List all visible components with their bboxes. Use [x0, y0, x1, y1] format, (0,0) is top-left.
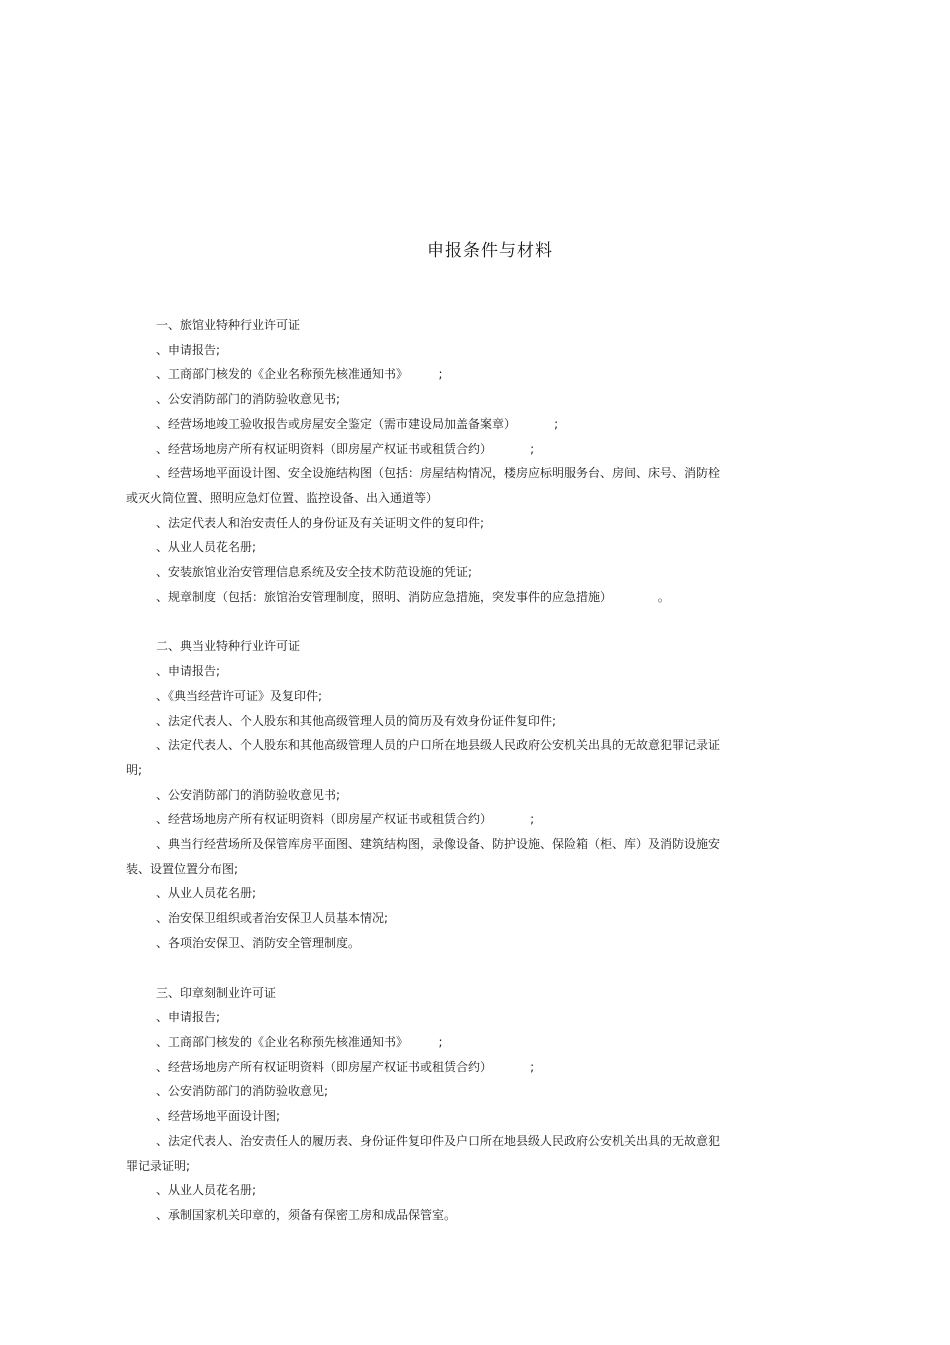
list-item: 、经营场地竣工验收报告或房屋安全鉴定（需市建设局加盖备案章） ; — [156, 416, 559, 431]
list-item: 、各项治安保卫、消防安全管理制度。 — [156, 935, 361, 950]
list-item: 、安装旅馆业治安管理信息系统及安全技术防范设施的凭证; — [156, 565, 473, 580]
list-item: 、公安消防部门的消防验收意见书; — [156, 392, 341, 407]
section-hotel-license — [126, 313, 726, 609]
section-heading: 三、印章刻制业许可证 — [156, 985, 277, 1000]
list-item: 、从业人员花名册; — [156, 540, 257, 555]
list-item: 、申请报告; — [156, 664, 221, 679]
section-seal-license — [126, 981, 726, 1228]
list-item: 、工商部门核发的《企业名称预先核准通知书》 ; — [156, 367, 443, 382]
list-item: 、法定代表人、个人股东和其他高级管理人员的户口所在地县级人民政府公安机关出具的无故意犯罪记录证明; — [126, 738, 721, 777]
document-body — [126, 313, 726, 1228]
list-item: 、经营场地房产所有权证明资料（即房屋产权证书或租赁合约） ; — [156, 1059, 535, 1074]
section-heading: 二、典当业特种行业许可证 — [156, 639, 301, 654]
list-item: 、经营场地房产所有权证明资料（即房屋产权证书或租赁合约） ; — [156, 812, 535, 827]
section-pawn-license — [126, 634, 726, 955]
list-item: 、《典当经营许可证》及复印件; — [156, 688, 323, 703]
list-item: 、典当行经营场所及保管库房平面图、建筑结构图，录像设备、防护设施、保险箱（柜、库）及消防设施安装、设置位置分布图; — [126, 837, 721, 876]
list-item: 、法定代表人和治安责任人的身份证及有关证明文件的复印件; — [156, 515, 485, 530]
list-item: 、法定代表人、个人股东和其他高级管理人员的简历及有效身份证件复印件; — [156, 713, 557, 728]
list-item: 、申请报告; — [156, 342, 221, 357]
list-item: 、承制国家机关印章的，须备有保密工房和成品保管室。 — [156, 1207, 457, 1222]
list-item: 、从业人员花名册; — [156, 1183, 257, 1198]
list-item: 、治安保卫组织或者治安保卫人员基本情况; — [156, 911, 389, 926]
list-item: 、经营场地平面设计图; — [156, 1109, 281, 1124]
list-item: 、法定代表人、治安责任人的履历表、身份证件复印件及户口所在地县级人民政府公安机关出具的无故意犯罪记录证明; — [126, 1133, 721, 1173]
list-item: 、公安消防部门的消防验收意见; — [156, 1084, 329, 1099]
list-item: 、申请报告; — [156, 1010, 221, 1025]
list-item: 、经营场地平面设计图、安全设施结构图（包括：房屋结构情况，楼房应标明服务台、房间、床号、消防栓或灭火筒位置、照明应急灯位置、监控设备、出入通道等） — [126, 466, 721, 505]
list-item: 、公安消防部门的消防验收意见书; — [156, 787, 341, 802]
list-item: 、经营场地房产所有权证明资料（即房屋产权证书或租赁合约） ; — [156, 441, 535, 456]
document-title: 申报条件与材料 — [427, 241, 553, 261]
list-item: 、工商部门核发的《企业名称预先核准通知书》 ; — [156, 1034, 443, 1049]
section-heading: 一、旅馆业特种行业许可证 — [156, 318, 301, 332]
list-item: 、从业人员花名册; — [156, 886, 257, 901]
list-item: 、规章制度（包括：旅馆治安管理制度，照明、消防应急措施，突发事件的应急措施） 。 — [156, 589, 670, 604]
